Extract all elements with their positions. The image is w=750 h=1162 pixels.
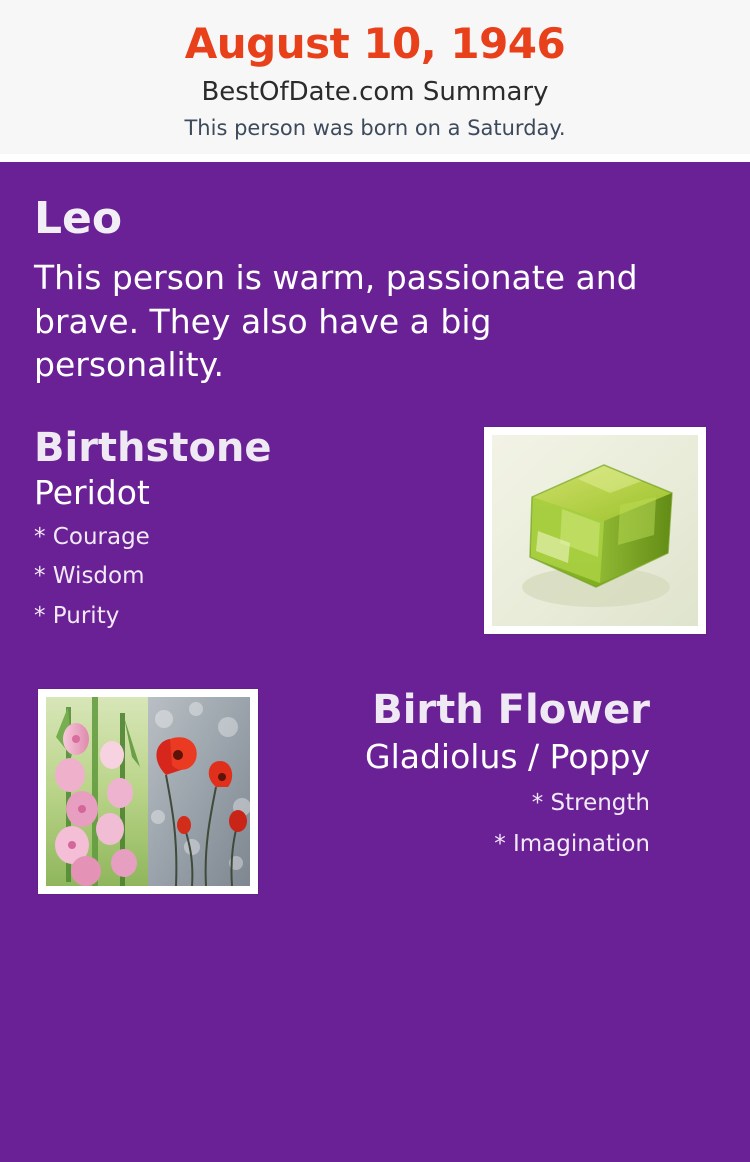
birthflower-trait: * Imagination <box>494 831 650 858</box>
birthstone-section <box>34 424 716 647</box>
gladiolus-poppy-photo <box>46 697 250 886</box>
birthflower-image-frame <box>38 689 258 894</box>
birthstone-heading: Birthstone <box>34 424 272 471</box>
zodiac-description: This person is warm, passionate and brave. They also have a big personality. <box>34 257 638 385</box>
birthstone-trait: * Purity <box>34 602 120 629</box>
birthflower-heading: Birth Flower <box>372 686 650 733</box>
details-panel <box>0 162 750 1162</box>
birth-day-note: This person was born on a Saturday. <box>184 115 566 140</box>
page-title: August 10, 1946 <box>184 19 566 68</box>
birthflower-name: Gladiolus / Poppy <box>365 736 650 776</box>
header-divider <box>0 154 750 162</box>
zodiac-sign-name: Leo <box>34 192 123 244</box>
birthflower-trait: * Strength <box>531 789 650 816</box>
birthstone-name: Peridot <box>34 472 150 512</box>
birthstone-trait: * Wisdom <box>34 563 145 590</box>
birthflower-text <box>284 686 716 858</box>
birthstone-trait: * Courage <box>34 523 150 550</box>
peridot-gemstone-photo <box>492 435 698 626</box>
birthstone-image-frame <box>484 427 706 634</box>
site-name: BestOfDate.com Summary <box>201 77 549 108</box>
card-header <box>0 0 750 154</box>
birthflower-section <box>34 686 716 899</box>
